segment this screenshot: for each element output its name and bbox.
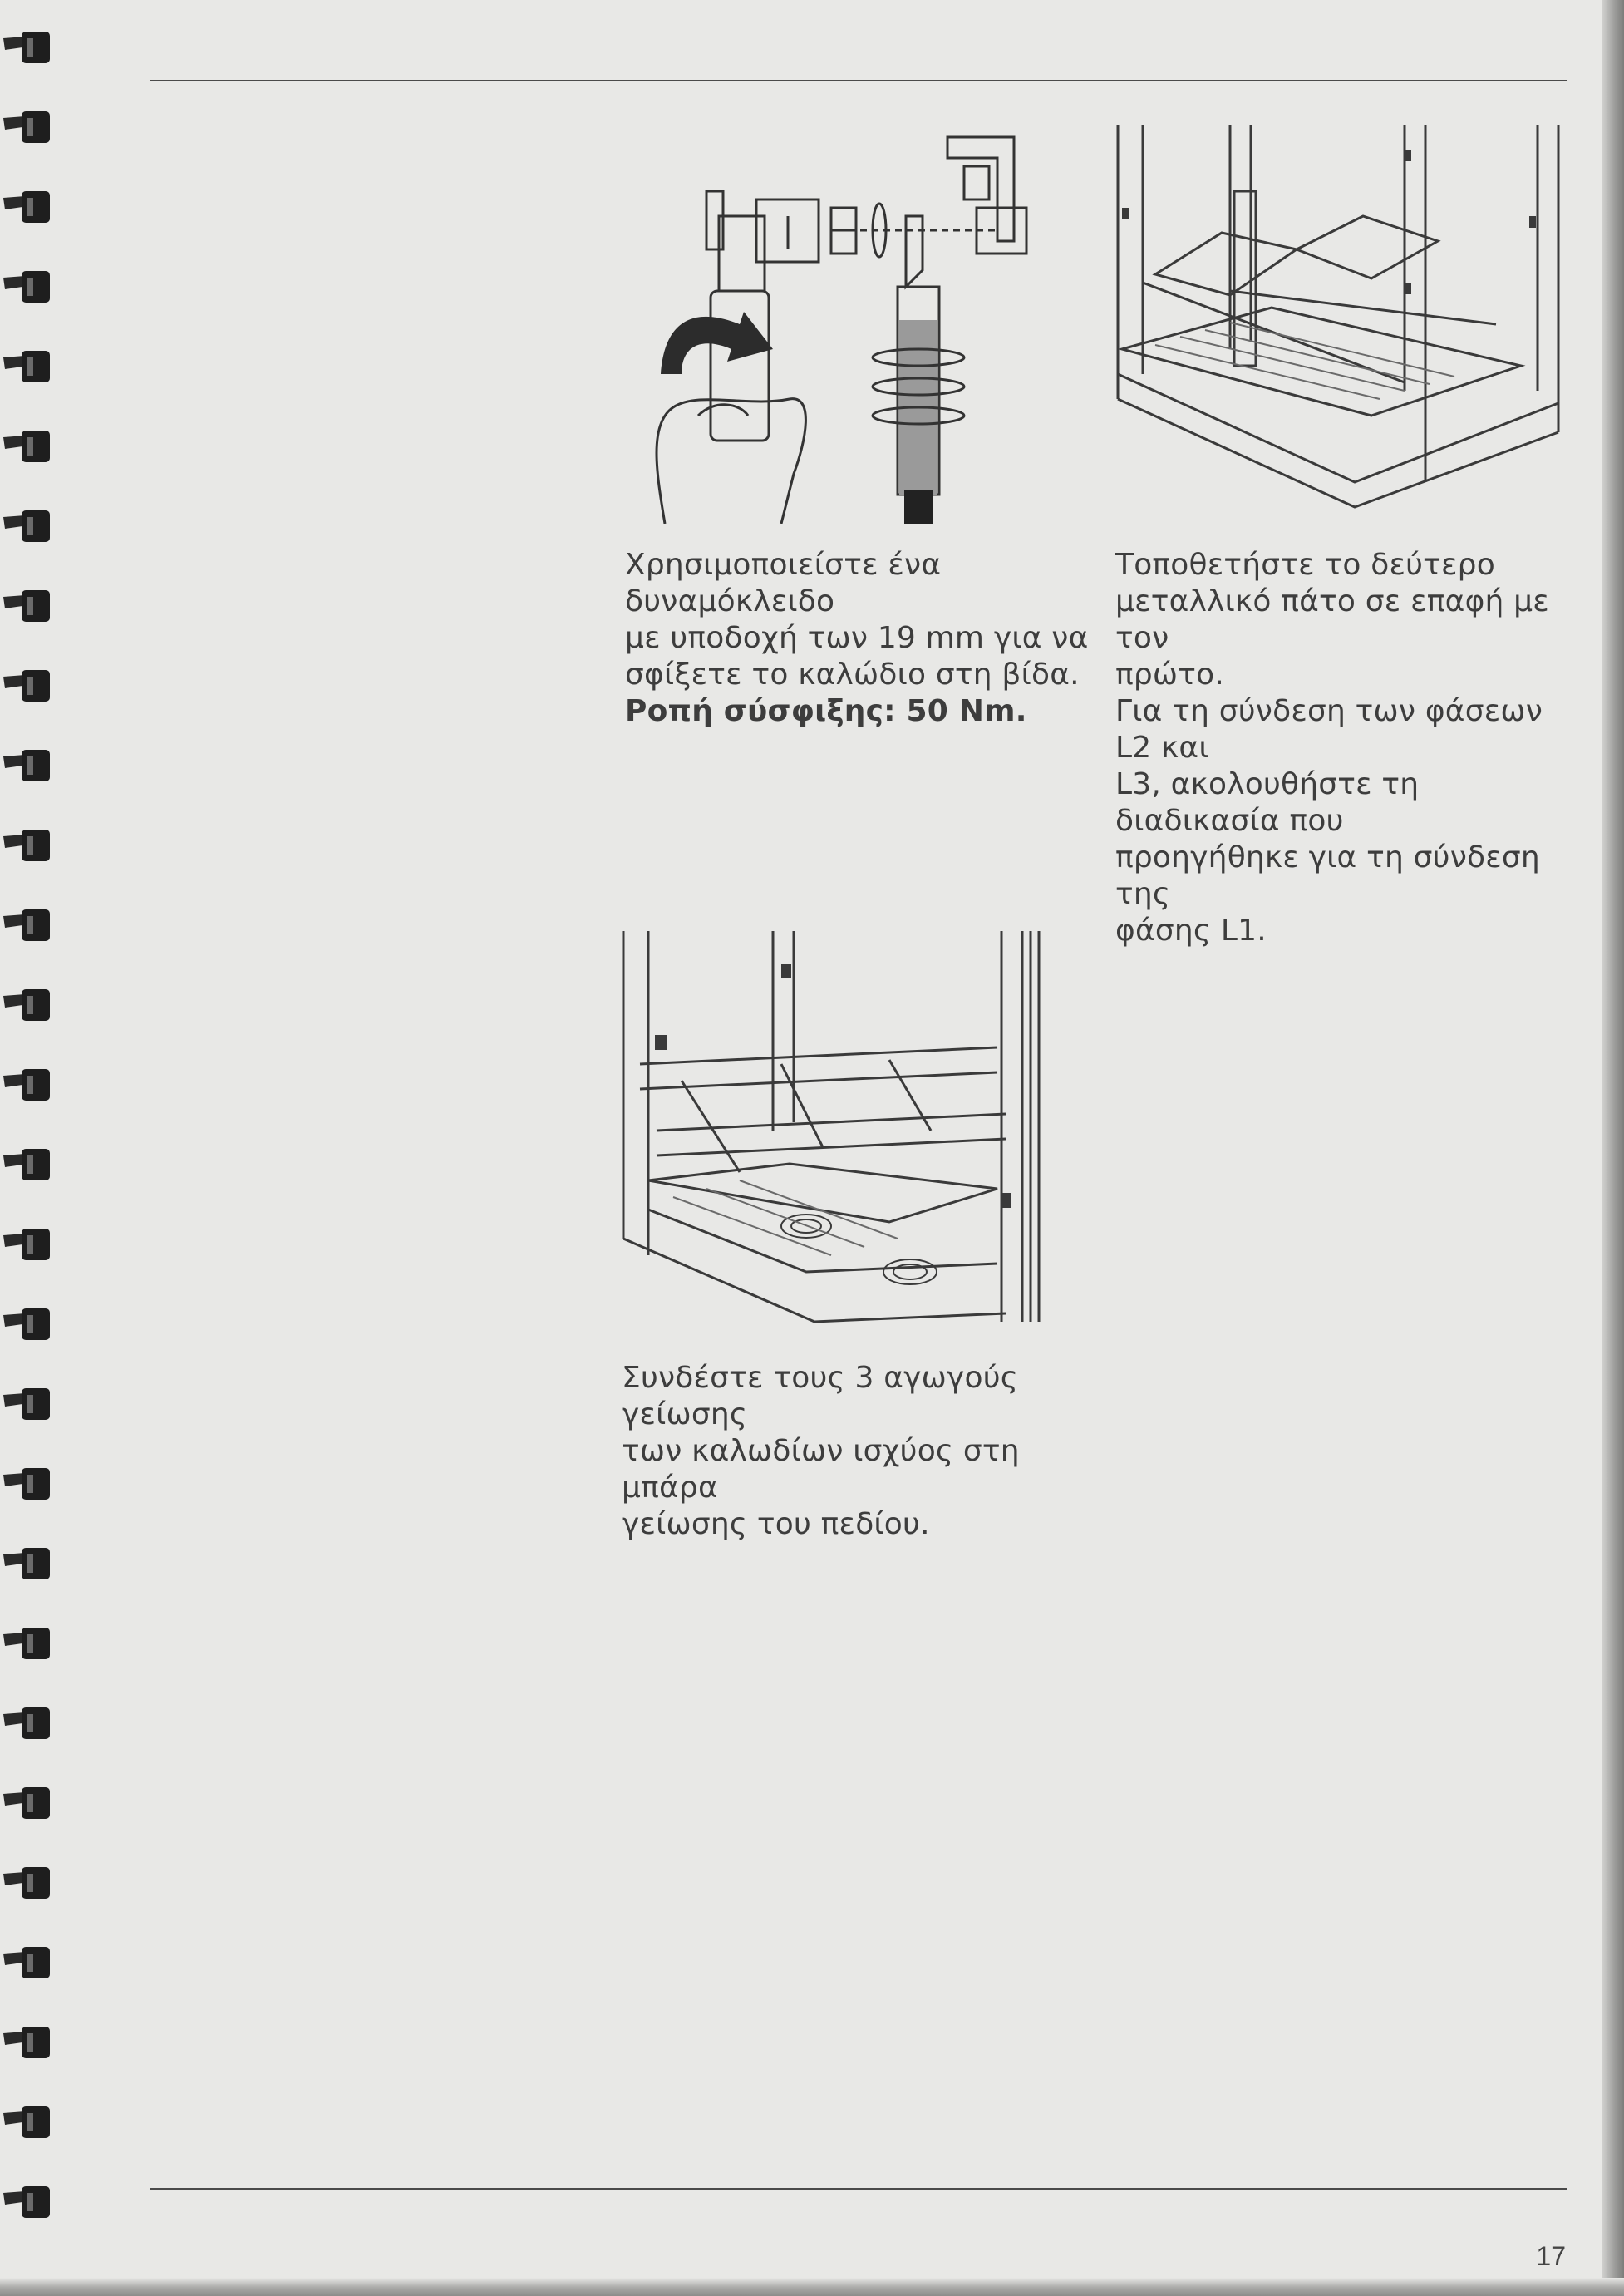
binding-coil [3, 1069, 50, 1101]
binding-coil [3, 1308, 50, 1340]
cabinet-base-plate-figure [1105, 116, 1571, 524]
binding-coil [3, 351, 50, 382]
caption-line: φάσης L1. [1115, 914, 1267, 948]
caption-line: Τοποθετήστε το δεύτερο [1115, 548, 1495, 582]
header-rule [150, 80, 1567, 81]
binding-coil [3, 1229, 50, 1260]
page-number: 17 [1536, 2241, 1566, 2271]
caption-line: με υποδοχή των 19 mm για να [625, 621, 1089, 655]
binding-coil [3, 2106, 50, 2138]
caption-step-3 [622, 1360, 1087, 1543]
page-edge-shadow [1602, 0, 1624, 2296]
caption-line: Για τη σύνδεση των φάσεων L2 και [1115, 694, 1543, 765]
caption-line: προηγήθηκε για τη σύνδεση της [1115, 840, 1540, 911]
binding-coil [3, 1548, 50, 1579]
binding-coil [3, 830, 50, 861]
binding-coil [3, 1628, 50, 1659]
binding-coil [3, 271, 50, 303]
binding-coil [3, 111, 50, 143]
caption-step-1 [625, 547, 1090, 730]
caption-line: πρώτο. [1115, 658, 1225, 692]
caption-line: Χρησιμοποιείστε ένα δυναμόκλειδο [625, 548, 942, 618]
binding-coil [3, 1787, 50, 1819]
caption-line: μεταλλικό πάτο σε επαφή με τον [1115, 584, 1549, 655]
footer-rule [150, 2188, 1567, 2190]
binding-coil [3, 2186, 50, 2218]
binding-coil [3, 590, 50, 622]
binding-coil [3, 1468, 50, 1500]
caption-line: σφίξετε το καλώδιο στη βίδα. [625, 658, 1080, 692]
caption-line: Συνδέστε τους 3 αγωγούς γείωσης [622, 1361, 1019, 1431]
binding-coil [3, 670, 50, 702]
binding-coil [3, 431, 50, 462]
binding-coil [3, 1149, 50, 1180]
torque-wrench-figure [648, 125, 1064, 524]
binding-coil [3, 32, 50, 63]
caption-step-2 [1115, 547, 1581, 949]
binding-coil [3, 1388, 50, 1420]
spiral-binding [0, 0, 66, 2296]
caption-line: των καλωδίων ισχύος στη μπάρα [622, 1434, 1020, 1505]
caption-line: L3, ακολουθήστε τη διαδικασία που [1115, 767, 1420, 838]
caption-line: γείωσης του πεδίου. [622, 1507, 930, 1541]
binding-coil [3, 1867, 50, 1899]
binding-coil [3, 989, 50, 1021]
binding-coil [3, 1947, 50, 1978]
binding-coil [3, 750, 50, 781]
binding-coil [3, 1707, 50, 1739]
binding-coil [3, 2027, 50, 2058]
torque-spec: Ροπή σύσφιξης: 50 Nm. [625, 694, 1027, 728]
page-bottom-shadow [0, 2278, 1624, 2296]
binding-coil [3, 510, 50, 542]
binding-coil [3, 191, 50, 223]
earthing-bar-figure [615, 923, 1064, 1330]
binding-coil [3, 909, 50, 941]
